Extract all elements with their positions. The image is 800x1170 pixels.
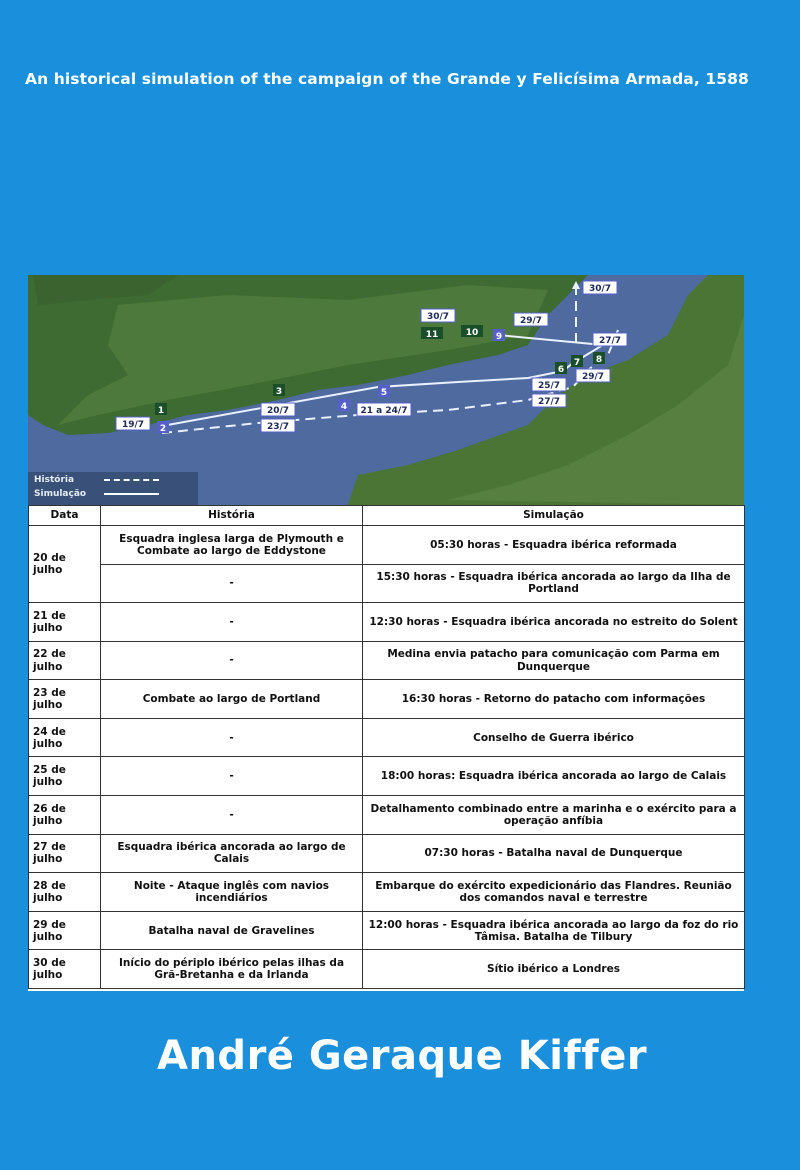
row-simulation: 16:30 horas - Retorno do patacho com informações	[363, 680, 745, 719]
row-simulation: 12:00 horas - Esquadra ibérica ancorada ao largo da foz do rio Tâmisa. Batalha de Tilbury	[363, 911, 745, 950]
legend-history: História	[34, 475, 159, 485]
row-history: Início do périplo ibérico pelas ilhas da Grã-Bretanha e da Irlanda	[101, 950, 363, 989]
row-date: 21 de julho	[29, 603, 101, 642]
map-marker-5: 5	[380, 388, 388, 398]
dashed-line-icon	[104, 479, 159, 481]
map-marker-1: 1	[157, 406, 165, 416]
legend-simulation: Simulação	[34, 489, 159, 499]
map-date-label: 27/7	[537, 397, 561, 407]
row-date: 25 de julho	[29, 757, 101, 796]
row-date: 26 de julho	[29, 796, 101, 835]
row-date: 24 de julho	[29, 718, 101, 757]
row-simulation: 12:30 horas - Esquadra ibérica ancorada no estreito do Solent	[363, 603, 745, 642]
table-row	[29, 911, 745, 950]
map-date-label: 20/7	[266, 406, 290, 416]
map-marker-7: 7	[573, 358, 581, 368]
row-simulation: Embarque do exército expedicionário das Flandres. Reunião dos comandos naval e terrestre	[363, 873, 745, 912]
row-simulation: 18:00 horas: Esquadra ibérica ancorada ao largo de Calais	[363, 757, 745, 796]
row-date: 20 de julho	[29, 526, 101, 603]
map-marker-9: 9	[495, 332, 503, 342]
campaign-map	[28, 275, 744, 505]
table-row	[29, 564, 745, 603]
row-simulation: Detalhamento combinado entre a marinha e o exército para a operação anfíbia	[363, 796, 745, 835]
table-row	[29, 950, 745, 989]
table-header-row	[29, 506, 745, 526]
row-date: 23 de julho	[29, 680, 101, 719]
row-history: -	[101, 718, 363, 757]
map-marker-10: 10	[465, 328, 479, 338]
header-date: Data	[29, 506, 101, 526]
table-row	[29, 641, 745, 680]
cover-subtitle: An historical simulation of the campaign of the Grande y Felicísima Armada, 1588	[25, 70, 749, 88]
map-legend	[28, 472, 198, 505]
row-history: Noite - Ataque inglês com navios incendiários	[101, 873, 363, 912]
row-simulation: Medina envia patacho para comunicação com Parma em Dunquerque	[363, 641, 745, 680]
map-date-label: 30/7	[588, 284, 612, 294]
row-simulation: 15:30 horas - Esquadra ibérica ancorada ao largo da Ilha de Portland	[363, 564, 745, 603]
map-date-label: 30/7	[426, 312, 450, 322]
table-row	[29, 680, 745, 719]
row-history: Esquadra ibérica ancorada ao largo de Calais	[101, 834, 363, 873]
map-marker-3: 3	[275, 387, 283, 397]
table-row	[29, 873, 745, 912]
table-row	[29, 796, 745, 835]
timeline-table	[28, 505, 745, 989]
map-marker-8: 8	[595, 355, 603, 365]
row-date: 27 de julho	[29, 834, 101, 873]
row-history: -	[101, 603, 363, 642]
map-date-label: 19/7	[121, 420, 145, 430]
map-marker-2: 2	[159, 424, 167, 434]
row-simulation: Conselho de Guerra ibérico	[363, 718, 745, 757]
map-date-label: 29/7	[581, 372, 605, 382]
map-marker-6: 6	[557, 365, 565, 375]
map-date-label: 27/7	[598, 336, 622, 346]
map-date-label: 29/7	[519, 316, 543, 326]
row-history: -	[101, 641, 363, 680]
table-row	[29, 603, 745, 642]
header-simulation: Simulação	[363, 506, 745, 526]
row-date: 30 de julho	[29, 950, 101, 989]
row-date: 22 de julho	[29, 641, 101, 680]
row-history: Combate ao largo de Portland	[101, 680, 363, 719]
row-history: Esquadra inglesa larga de Plymouth e Combate ao largo de Eddystone	[101, 526, 363, 565]
map-marker-4: 4	[340, 402, 348, 412]
table-row	[29, 526, 745, 565]
row-history: -	[101, 796, 363, 835]
row-date: 29 de julho	[29, 911, 101, 950]
header-history: História	[101, 506, 363, 526]
map-date-label: 23/7	[266, 422, 290, 432]
cover-author: André Geraque Kiffer	[157, 1033, 648, 1079]
map-marker-11: 11	[425, 330, 439, 340]
row-history: -	[101, 564, 363, 603]
cover-figure	[28, 275, 744, 991]
table-row	[29, 834, 745, 873]
map-date-label: 25/7	[537, 381, 561, 391]
row-history: Batalha naval de Gravelines	[101, 911, 363, 950]
table-row	[29, 757, 745, 796]
row-history: -	[101, 757, 363, 796]
map-date-label: 21 a 24/7	[360, 406, 408, 416]
row-date: 28 de julho	[29, 873, 101, 912]
solid-line-icon	[104, 493, 159, 495]
row-simulation: Sítio ibérico a Londres	[363, 950, 745, 989]
table-row	[29, 718, 745, 757]
row-simulation: 05:30 horas - Esquadra ibérica reformada	[363, 526, 745, 565]
row-simulation: 07:30 horas - Batalha naval de Dunquerque	[363, 834, 745, 873]
